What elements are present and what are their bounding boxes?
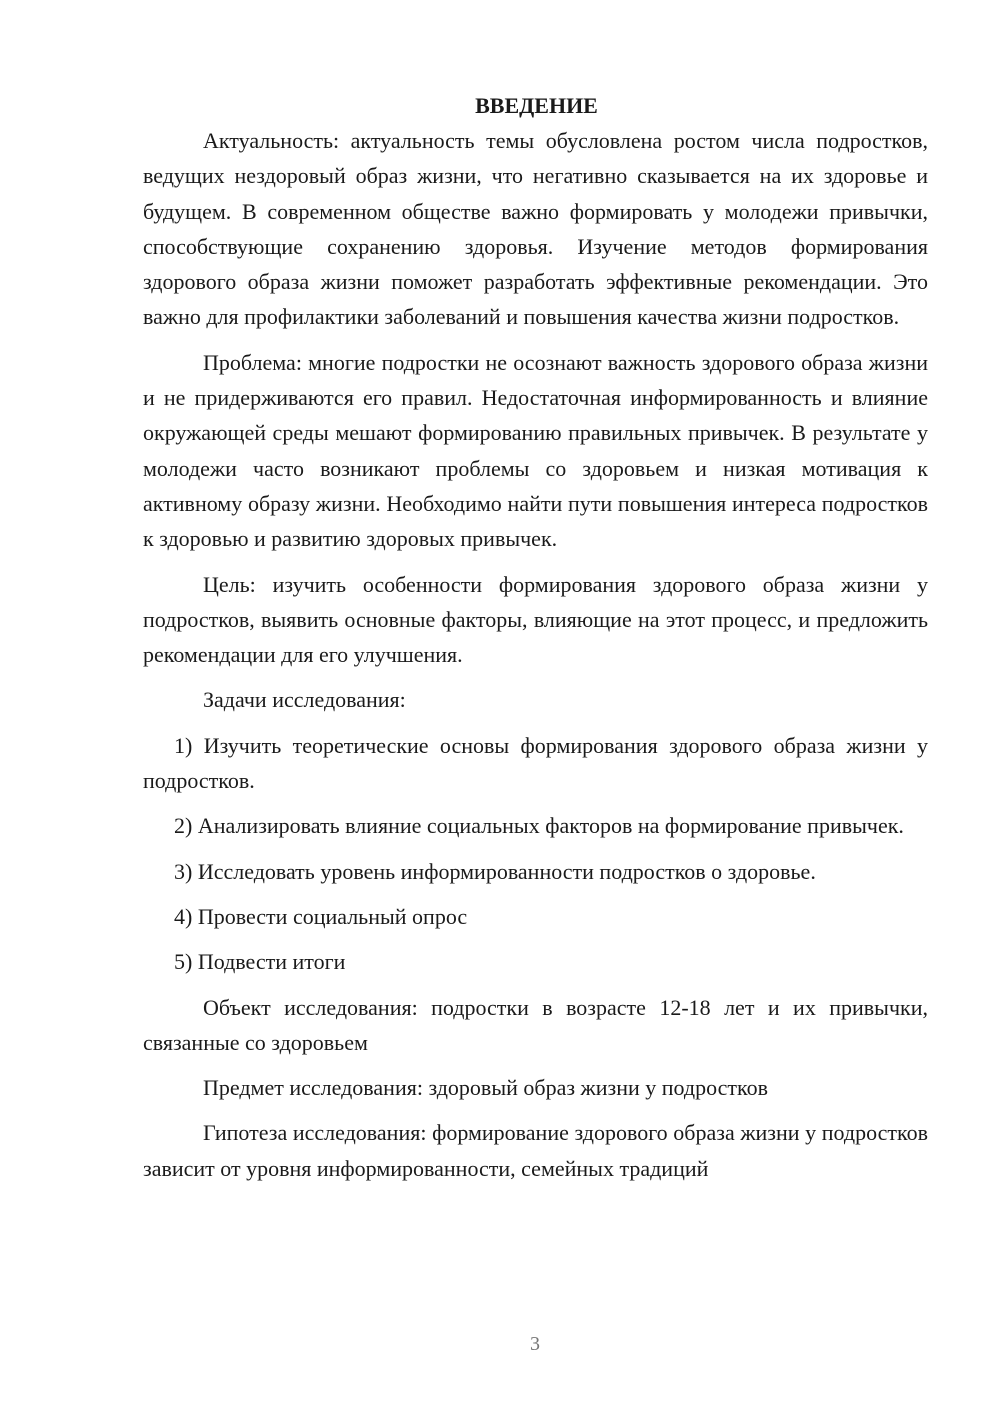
task-item-2: 2) Анализировать влияние социальных факторов на формирование привычек. xyxy=(174,813,904,839)
page-title: ВВЕДЕНИЕ xyxy=(475,93,598,118)
page-content xyxy=(143,88,928,1196)
task-item-5: 5) Подвести итоги xyxy=(174,949,346,975)
problem-paragraph: Проблема: многие подростки не осознают важность здорового образа жизни и не придерживаются его правил. Недостаточная информированность и влияние окружающей среды мешают формированию правильных привычек. В результате у молодежи часто возникают проблемы со здоровьем и низкая мотивация к активному образу жизни. Необходимо найти пути повышения интереса подростков к здоровью и развитию здоровых привычек. xyxy=(143,349,928,552)
relevance-paragraph: Актуальность: актуальность темы обусловлена ростом числа подростков, ведущих нездоровый образ жизни, что негативно сказывается на их здоровье и будущем. В современном обществе важно формировать у молодежи привычки, способствующие сохранению здоровья. Изучение методов формирования здорового образа жизни поможет разработать эффективные рекомендации. Это важно для профилактики заболеваний и повышения качества жизни подростков. xyxy=(143,128,928,330)
task-item-1: 1) Изучить теоретические основы формирования здорового образа жизни у подростков. xyxy=(143,732,928,794)
object-paragraph: Объект исследования: подростки в возрасте 12-18 лет и их привычки, связанные со здоровьем xyxy=(143,994,928,1055)
goal-paragraph: Цель: изучить особенности формирования здорового образа жизни у подростков, выявить основные факторы, влияющие на этот процесс, и предложить рекомендации для его улучшения. xyxy=(143,571,928,668)
task-item-3: 3) Исследовать уровень информированности подростков о здоровье. xyxy=(174,858,816,884)
subject-paragraph: Предмет исследования: здоровый образ жизни у подростков xyxy=(203,1075,768,1101)
task-item-4: 4) Провести социальный опрос xyxy=(174,903,468,929)
tasks-heading: Задачи исследования: xyxy=(203,687,406,713)
page-number: 3 xyxy=(530,1333,540,1355)
hypothesis-paragraph: Гипотеза исследования: формирование здорового образа жизни у подростков зависит от уровня информированности, семейных традиций xyxy=(143,1120,928,1181)
